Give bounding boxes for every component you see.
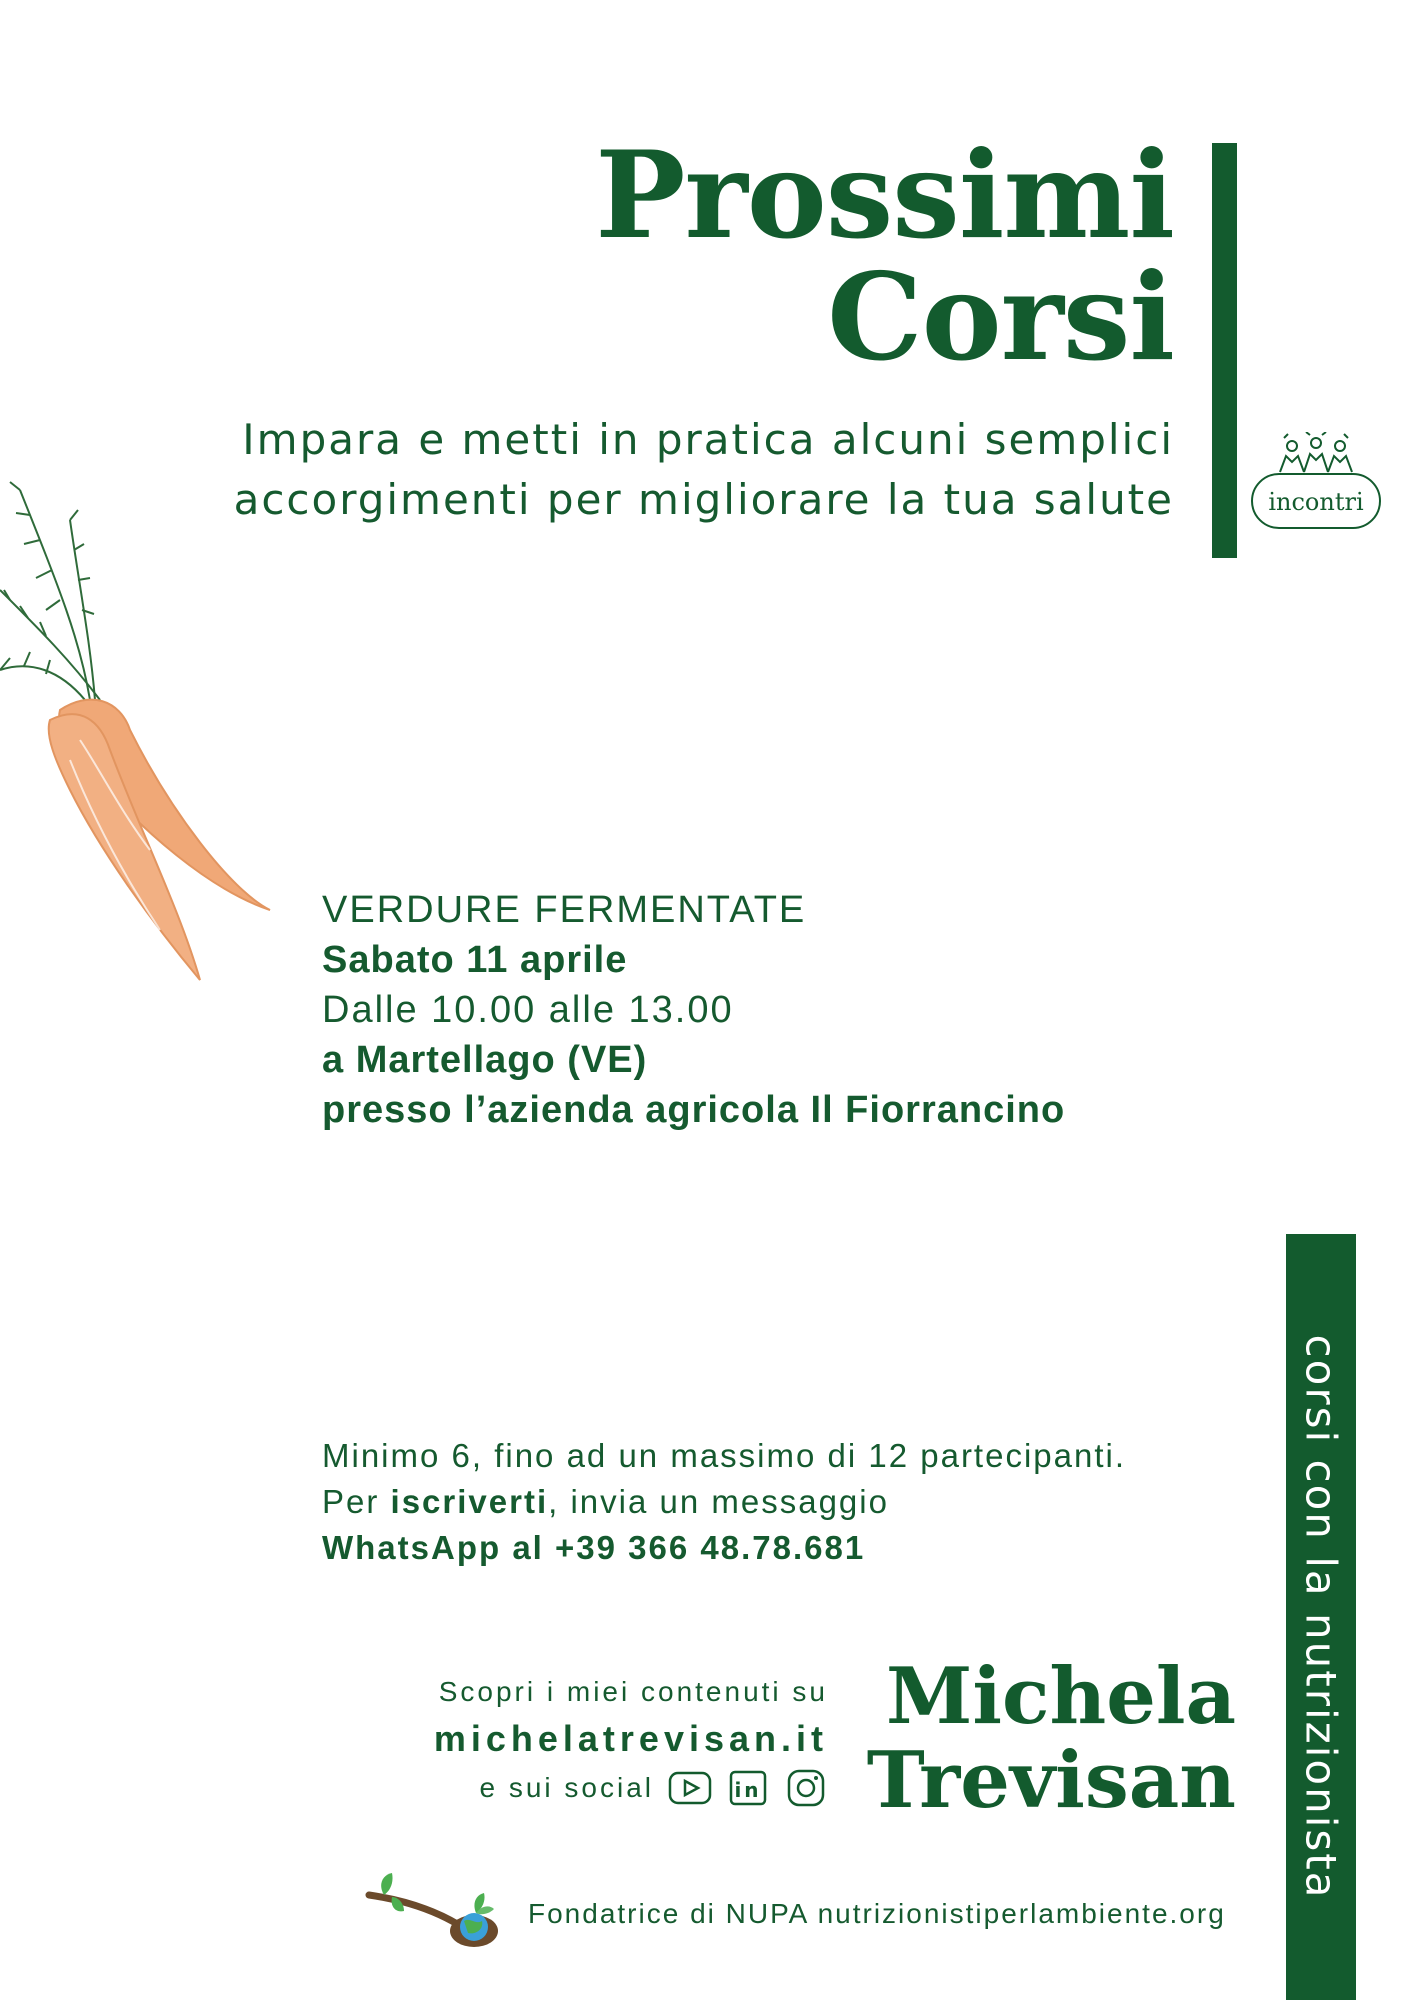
svg-text:in: in [734, 1778, 762, 1802]
social-row [434, 1764, 828, 1812]
subtitle-line-2: accorgimenti per migliorare la tua salute [233, 475, 1174, 524]
title-line-1: Prossimi [595, 125, 1174, 266]
instagram-icon[interactable] [784, 1770, 828, 1806]
event-date: Sabato 11 aprile [322, 939, 628, 981]
participants-info: Minimo 6, fino ad un massimo di 12 partecipanti. [322, 1437, 1127, 1474]
contacts-intro: Scopri i miei contenuti su [438, 1676, 828, 1707]
subtitle-line-1: Impara e metti in pratica alcuni semplici [242, 415, 1174, 464]
whatsapp-number[interactable]: WhatsApp al +39 366 48.78.681 [322, 1529, 866, 1566]
youtube-icon[interactable] [668, 1770, 712, 1806]
registration-keyword: iscriverti [390, 1483, 549, 1520]
footer-text: Fondatrice di NUPA nutrizionistiperlambiente.org [528, 1898, 1226, 1929]
social-label: e sui social [479, 1772, 654, 1803]
carrot-illustration [0, 470, 280, 990]
page-title [595, 125, 1174, 388]
linkedin-icon[interactable] [726, 1770, 770, 1806]
side-banner-text: corsi con la nutrizionista [1296, 1334, 1346, 1900]
event-name: VERDURE FERMENTATE [322, 889, 807, 931]
registration-suffix: , invia un messaggio [548, 1483, 889, 1520]
side-banner [1286, 1234, 1356, 2000]
nupa-logo-icon [364, 1855, 514, 1955]
event-place: a Martellago (VE) [322, 1039, 648, 1081]
website-link[interactable]: michelatrevisan.it [433, 1718, 828, 1759]
author-last-name: Trevisan [866, 1735, 1236, 1826]
author-first-name: Michela [886, 1651, 1236, 1742]
title-accent-bar [1212, 143, 1237, 558]
title-line-2: Corsi [827, 247, 1174, 388]
badge-label: incontri [1268, 488, 1364, 516]
contacts-block [434, 1670, 828, 1812]
registration-prefix: Per [322, 1483, 391, 1520]
author-name [866, 1651, 1236, 1826]
event-venue: presso l’azienda agricola Il Fiorrancino [322, 1089, 1066, 1131]
registration-line [322, 1479, 1222, 1525]
registration-info [322, 1433, 1222, 1571]
incontri-badge-icon [1248, 432, 1384, 536]
event-time: Dalle 10.00 alle 13.00 [322, 989, 734, 1031]
event-details [322, 885, 1222, 1135]
